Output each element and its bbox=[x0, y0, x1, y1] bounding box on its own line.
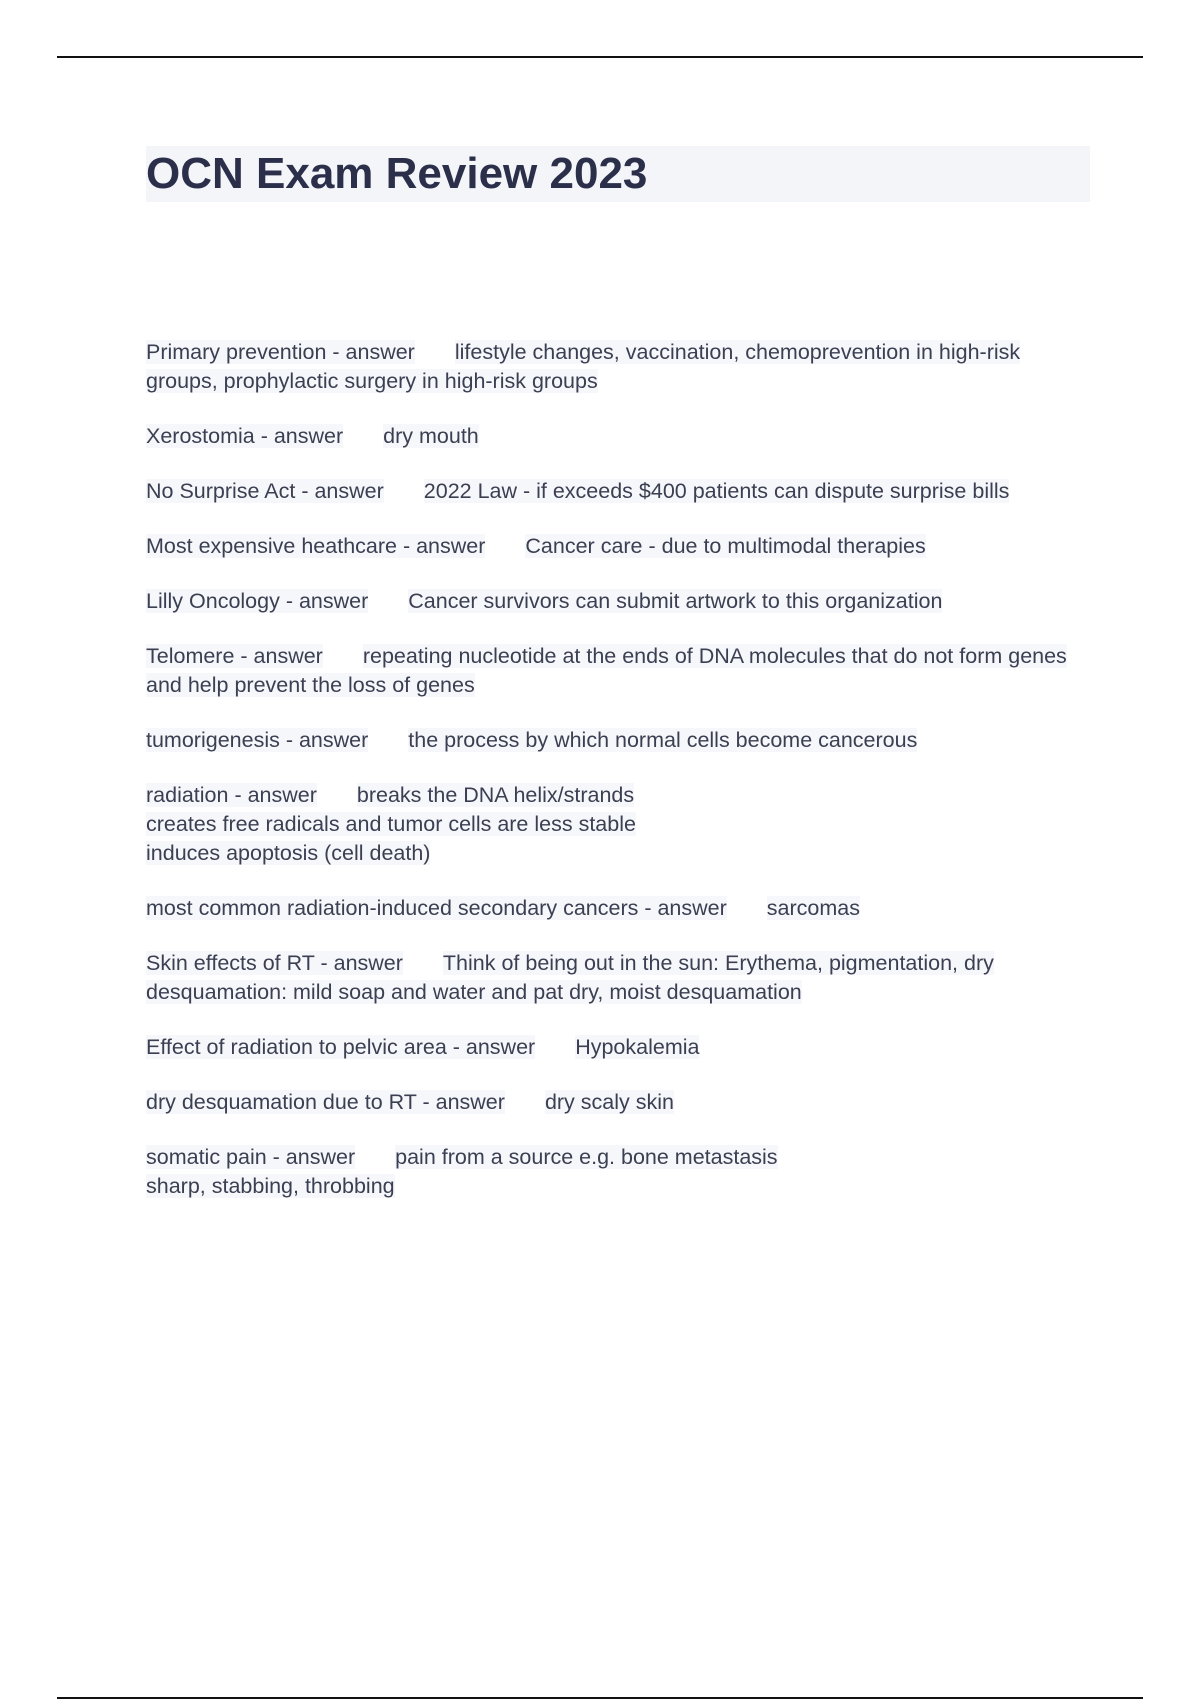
qa-term: tumorigenesis - answer bbox=[146, 728, 369, 752]
qa-item bbox=[146, 642, 1090, 700]
qa-term: Skin effects of RT - answer bbox=[146, 951, 403, 975]
qa-term: Most expensive heathcare - answer bbox=[146, 534, 486, 558]
qa-answer: sarcomas bbox=[766, 896, 860, 920]
qa-item bbox=[146, 726, 1090, 755]
qa-term: dry desquamation due to RT - answer bbox=[146, 1090, 505, 1114]
qa-list bbox=[146, 338, 1090, 1227]
page-title: OCN Exam Review 2023 bbox=[146, 146, 1090, 202]
qa-term: Effect of radiation to pelvic area - answer bbox=[146, 1035, 536, 1059]
qa-item bbox=[146, 422, 1090, 451]
qa-answer: Cancer survivors can submit artwork to this organization bbox=[408, 589, 943, 613]
qa-term: Xerostomia - answer bbox=[146, 424, 344, 448]
qa-term: No Surprise Act - answer bbox=[146, 479, 384, 503]
qa-term: Primary prevention - answer bbox=[146, 340, 415, 364]
qa-item bbox=[146, 949, 1090, 1007]
qa-item bbox=[146, 894, 1090, 923]
qa-answer: breaks the DNA helix/strands creates free radicals and tumor cells are less stable induces apoptosis (cell death) bbox=[146, 783, 636, 865]
qa-answer: dry mouth bbox=[383, 424, 479, 448]
qa-answer: 2022 Law - if exceeds $400 patients can dispute surprise bills bbox=[423, 479, 1010, 503]
qa-item bbox=[146, 1088, 1090, 1117]
bottom-rule bbox=[57, 1697, 1143, 1699]
qa-item bbox=[146, 587, 1090, 616]
qa-item bbox=[146, 1143, 1090, 1201]
top-rule bbox=[57, 56, 1143, 58]
qa-answer: repeating nucleotide at the ends of DNA molecules that do not form genes and help prevent the loss of genes bbox=[146, 644, 1067, 697]
qa-answer: Think of being out in the sun: Erythema, pigmentation, dry desquamation: mild soap and water and pat dry, moist desquamation bbox=[146, 951, 994, 1004]
qa-answer: the process by which normal cells become cancerous bbox=[408, 728, 918, 752]
qa-item bbox=[146, 532, 1090, 561]
qa-term: radiation - answer bbox=[146, 783, 317, 807]
qa-term: Telomere - answer bbox=[146, 644, 323, 668]
qa-answer: Cancer care - due to multimodal therapies bbox=[525, 534, 926, 558]
qa-item bbox=[146, 781, 1090, 868]
qa-answer: pain from a source e.g. bone metastasis sharp, stabbing, throbbing bbox=[146, 1145, 778, 1198]
qa-item bbox=[146, 1033, 1090, 1062]
qa-item bbox=[146, 338, 1090, 396]
qa-term: somatic pain - answer bbox=[146, 1145, 356, 1169]
qa-item bbox=[146, 477, 1090, 506]
qa-answer: Hypokalemia bbox=[575, 1035, 700, 1059]
qa-term: Lilly Oncology - answer bbox=[146, 589, 369, 613]
qa-answer: lifestyle changes, vaccination, chemoprevention in high-risk groups, prophylactic surgery in high-risk groups bbox=[146, 340, 1021, 393]
qa-answer: dry scaly skin bbox=[544, 1090, 674, 1114]
qa-term: most common radiation-induced secondary cancers - answer bbox=[146, 896, 727, 920]
